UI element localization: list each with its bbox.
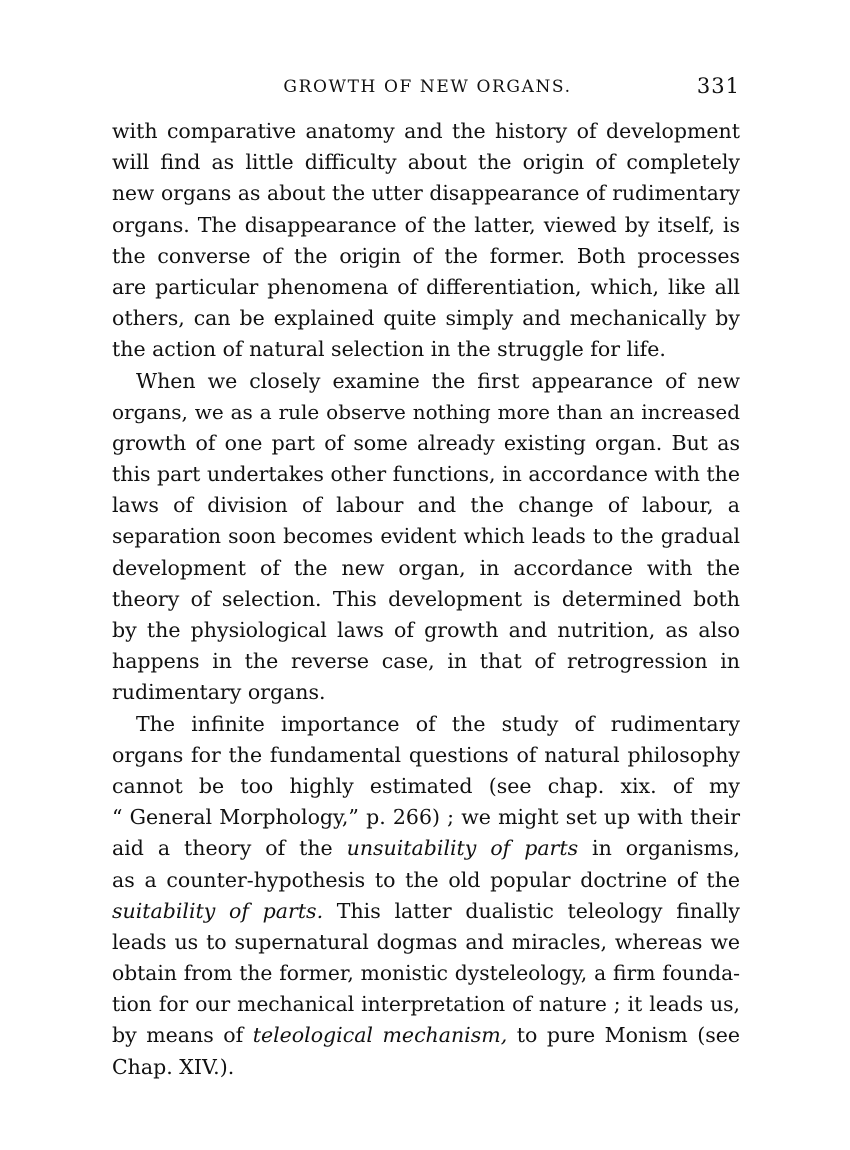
text-line: laws of division of labour and the change of labour, a	[112, 493, 740, 518]
text-line: obtain from the former, monistic dysteleology, a firm founda-	[112, 961, 740, 986]
text-line: cannot be too highly estimated (see chap. xix. of my	[112, 773, 740, 798]
running-head	[115, 74, 740, 104]
text-run: in organisms,	[578, 836, 740, 861]
text-line: development of the new organ, in accordance with the	[112, 555, 740, 580]
text-line: with comparative anatomy and the history of development	[112, 119, 740, 143]
text-line: this part undertakes other functions, in accordance with the	[112, 462, 740, 487]
text-line: tion for our mechanical interpretation of nature ; it leads us,	[112, 992, 740, 1017]
text-line: organs for the fundamental questions of natural philosophy	[112, 742, 740, 767]
text-line-with-italic	[112, 896, 740, 927]
text-line: rudimentary organs.	[112, 680, 326, 705]
text-line: as a counter-hypothesis to the old popular doctrine of the	[112, 867, 740, 892]
text-line: Chap. XIV.).	[112, 1054, 235, 1079]
page-number: 331	[696, 74, 740, 98]
text-line: will find as little difficulty about the origin of completely	[112, 150, 740, 175]
text-line: “ General Morphology,” p. 266) ; we might set up with their	[112, 805, 740, 830]
text-line: organs, we as a rule observe nothing more than an increased	[112, 399, 740, 424]
text-line: leads us to supernatural dogmas and miracles, whereas we	[112, 929, 740, 954]
text-line: theory of selection. This development is determined both	[112, 586, 740, 611]
italic-phrase: suitability of parts.	[112, 898, 324, 923]
text-line: separation soon becomes evident which leads to the gradual	[112, 524, 740, 549]
text-line-with-italic	[112, 1020, 740, 1051]
text-line: organs. The disappearance of the latter, viewed by itself, is	[112, 212, 740, 237]
text-run: by means of	[112, 1023, 253, 1048]
text-line: others, can be explained quite simply and mechanically by	[112, 306, 740, 331]
body-text	[112, 116, 740, 1083]
text-line: are particular phenomena of differentiation, which, like all	[112, 274, 740, 299]
text-line: by the physiological laws of growth and nutrition, as also	[112, 618, 740, 642]
text-line: When we closely examine the first appearance of new	[136, 368, 740, 393]
text-line: growth of one part of some already existing organ. But as	[112, 430, 740, 455]
text-run: This latter dualistic teleology finally	[323, 898, 740, 923]
text-line: happens in the reverse case, in that of retrogression in	[112, 649, 740, 674]
text-run: to pure Monism (see	[507, 1023, 740, 1048]
running-head-title: GROWTH OF NEW ORGANS.	[283, 77, 572, 97]
text-line: the action of natural selection in the struggle for life.	[112, 337, 666, 362]
italic-phrase: unsuitability of parts	[346, 836, 579, 861]
text-run: aid a theory of the	[112, 836, 347, 861]
text-line: The infinite importance of the study of rudimentary	[136, 711, 740, 736]
text-line: the converse of the origin of the former. Both processes	[112, 243, 740, 268]
italic-phrase: teleological mechanism,	[252, 1023, 508, 1048]
text-line: new organs as about the utter disappearance of rudimentary	[112, 181, 740, 206]
text-line-with-italic	[112, 833, 740, 864]
